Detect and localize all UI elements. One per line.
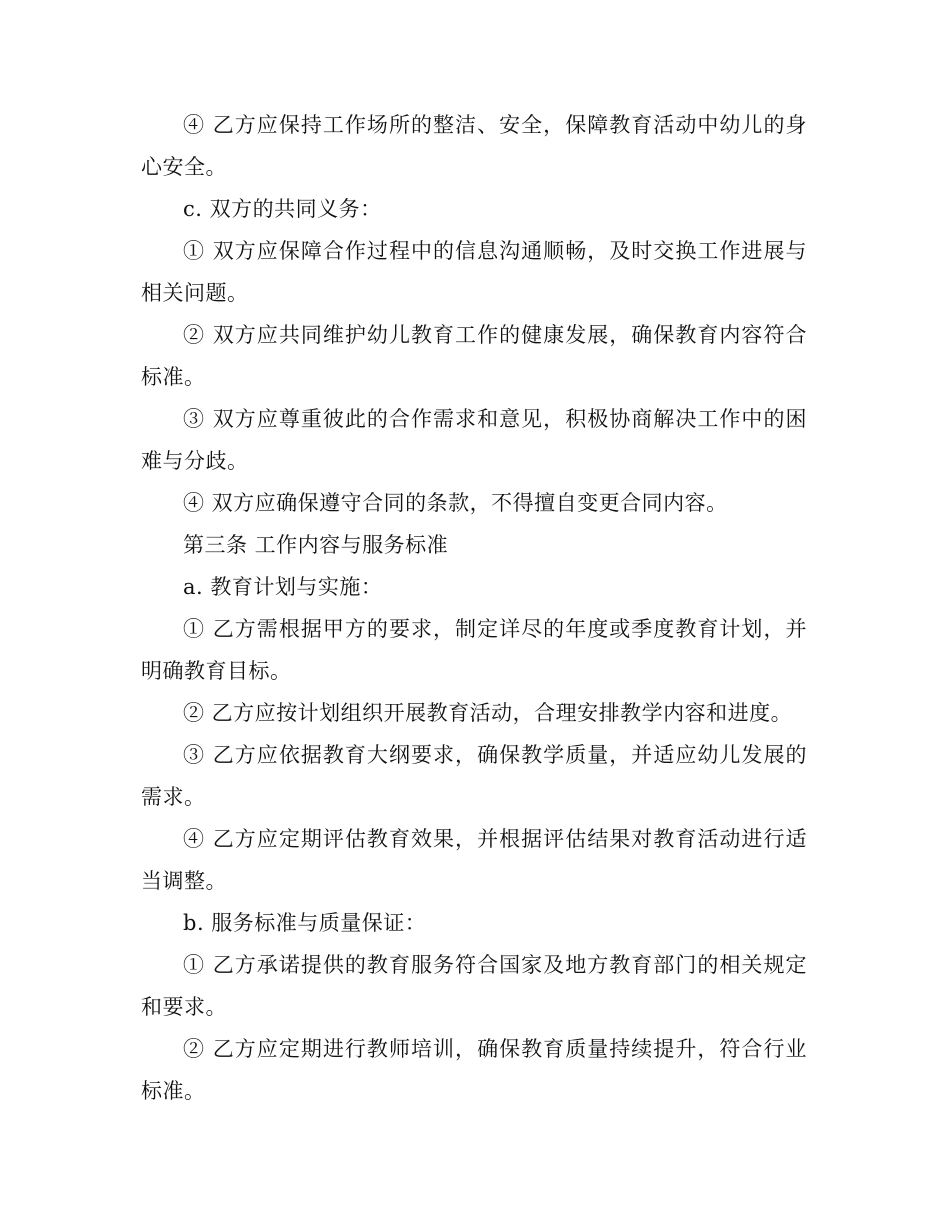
- paragraph-plan-3: ③ 乙方应依据教育大纲要求，确保教学质量，并适应幼儿发展的需求。: [141, 743, 807, 809]
- paragraph-obligation-b4: ④ 乙方应保持工作场所的整洁、安全，保障教育活动中幼儿的身心安全。: [141, 113, 807, 179]
- paragraph-service-2: ② 乙方应定期进行教师培训，确保教育质量持续提升，符合行业标准。: [141, 1037, 807, 1103]
- article-three-title: 第三条 工作内容与服务标准: [183, 533, 449, 557]
- document-body: [141, 104, 807, 1112]
- paragraph-plan-4: ④ 乙方应定期评估教育效果，并根据评估结果对教育活动进行适当调整。: [141, 827, 807, 893]
- paragraph-service-1: ① 乙方承诺提供的教育服务符合国家及地方教育部门的相关规定和要求。: [141, 953, 807, 1019]
- heading-joint-obligations: c. 双方的共同义务：: [183, 197, 382, 221]
- paragraph-joint-3: ③ 双方应尊重彼此的合作需求和意见，积极协商解决工作中的困难与分歧。: [141, 407, 807, 473]
- heading-education-plan: a. 教育计划与实施：: [183, 575, 383, 599]
- paragraph-joint-1: ① 双方应保障合作过程中的信息沟通顺畅，及时交换工作进展与相关问题。: [141, 239, 807, 305]
- paragraph-plan-2: ② 乙方应按计划组织开展教育活动，合理安排教学内容和进度。: [183, 701, 793, 725]
- paragraph-joint-4: ④ 双方应确保遵守合同的条款，不得擅自变更合同内容。: [183, 491, 728, 515]
- paragraph-plan-1: ① 乙方需根据甲方的要求，制定详尽的年度或季度教育计划，并明确教育目标。: [141, 617, 807, 683]
- heading-service-standards: b. 服务标准与质量保证：: [183, 911, 427, 935]
- paragraph-joint-2: ② 双方应共同维护幼儿教育工作的健康发展，确保教育内容符合标准。: [141, 323, 807, 389]
